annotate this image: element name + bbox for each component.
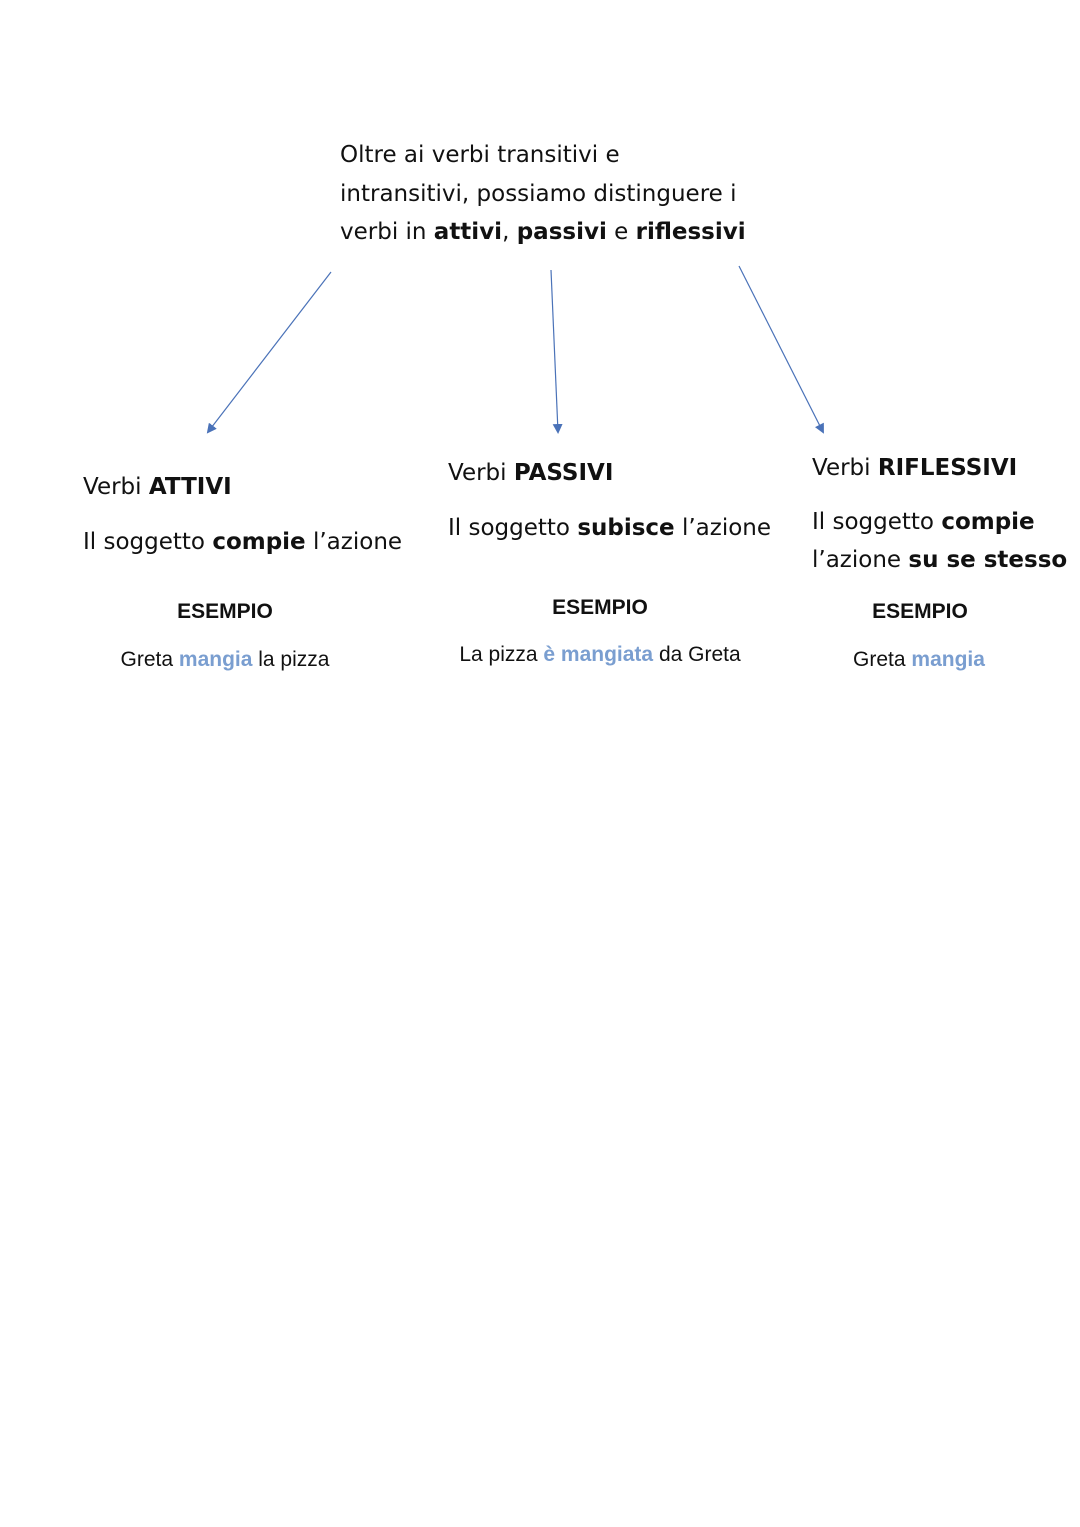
active-example-verb: mangia <box>178 648 253 671</box>
active-desc-bold: compie <box>212 529 306 555</box>
reflexive-example-pre: Greta <box>853 648 912 671</box>
passive-example-post: da Greta <box>653 643 741 666</box>
active-example-pre: Greta <box>120 648 179 671</box>
passive-heading-prefix: Verbi <box>448 460 514 486</box>
active-heading <box>83 474 232 500</box>
reflexive-example-label: ESEMPIO <box>872 600 968 623</box>
reflexive-desc-line1-bold: compie <box>941 509 1035 535</box>
passive-desc-prefix: Il soggetto <box>448 515 578 541</box>
intro-comma: , <box>502 219 517 245</box>
passive-example-pre: La pizza <box>459 643 544 666</box>
intro-and: e <box>606 219 636 245</box>
passive-desc-bold: subisce <box>577 515 675 541</box>
passive-heading-bold: PASSIVI <box>513 460 614 486</box>
passive-example-verb: è mangiata <box>543 643 654 666</box>
arrow-to-passive <box>551 270 558 432</box>
reflexive-desc-line-2 <box>812 541 1067 579</box>
intro-line-3-prefix: verbi in <box>340 219 434 245</box>
reflexive-heading-bold: RIFLESSIVI <box>877 455 1018 481</box>
active-example-label: ESEMPIO <box>177 600 273 623</box>
active-desc-prefix: Il soggetto <box>83 529 213 555</box>
passive-description <box>448 509 771 547</box>
reflexive-desc-line2-bold: su se stesso <box>908 547 1068 573</box>
active-example-post: la pizza <box>252 648 330 671</box>
active-heading-bold: ATTIVI <box>148 474 232 500</box>
intro-line-3 <box>340 213 760 252</box>
arrow-to-reflexive <box>739 266 823 432</box>
reflexive-heading-prefix: Verbi <box>812 455 878 481</box>
reflexive-example-verb: mangia <box>911 648 985 671</box>
reflexive-heading <box>812 455 1017 481</box>
passive-heading <box>448 460 613 486</box>
term-passive: passivi <box>516 219 607 245</box>
passive-example-sentence <box>430 643 770 667</box>
active-desc-suffix: l’azione <box>305 529 403 555</box>
active-description <box>83 523 402 561</box>
intro-line-2: intransitivi, possiamo distinguere i <box>340 180 737 207</box>
arrow-to-active <box>208 272 331 432</box>
intro-line-1: Oltre ai verbi transitivi e <box>340 142 620 168</box>
reflexive-example-sentence <box>749 648 1080 672</box>
intro-text <box>340 136 760 252</box>
reflexive-desc-line2-prefix: l’azione <box>812 547 909 573</box>
reflexive-desc-line-1 <box>812 503 1067 541</box>
reflexive-description <box>812 503 1067 579</box>
active-heading-prefix: Verbi <box>83 474 149 500</box>
passive-desc-suffix: l’azione <box>674 515 772 541</box>
term-reflexive: riflessivi <box>635 219 746 245</box>
active-example-sentence <box>55 648 395 672</box>
term-active: attivi <box>433 219 503 245</box>
passive-example-label: ESEMPIO <box>552 596 648 619</box>
reflexive-desc-line1-prefix: Il soggetto <box>812 509 942 535</box>
